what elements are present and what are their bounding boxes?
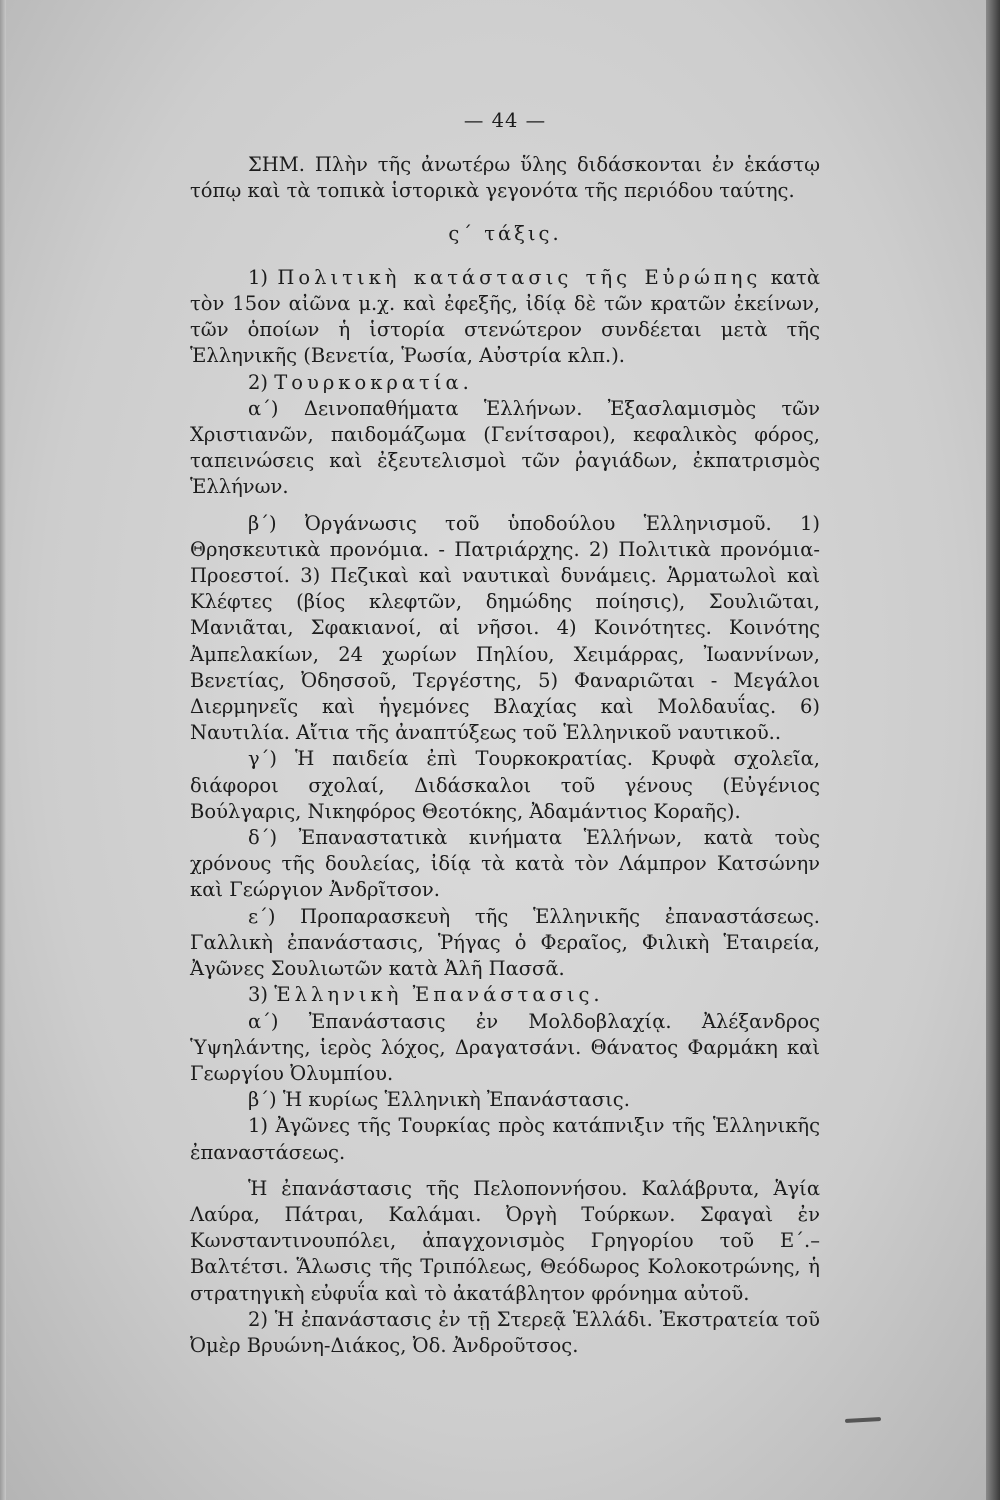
pencil-mark xyxy=(845,1417,881,1423)
section-3-label: 3) xyxy=(248,983,269,1007)
section-2e: ε´) Προπαρασκευὴ τῆς Ἑλληνικῆς ἐπαναστάσεως. Γαλλικὴ ἐπανάστασις, Ῥήγας ὁ Φεραῖος, Φιλικὴ Ἑταιρεία, Ἀγῶνες Σουλιωτῶν κατὰ Ἀλῆ Πασσᾶ. xyxy=(190,904,820,981)
section-1-title: Πολιτικὴ κατάστασις τῆς Εὐρώπης xyxy=(277,265,762,289)
section-1-label: 1) xyxy=(248,265,269,289)
section-3-title: Ἑλληνικὴ Ἐπανάστασις. xyxy=(274,983,604,1007)
section-1-text: κατὰ τὸν 15ον αἰῶνα μ.χ. καὶ ἐφεξῆς, ἰδίᾳ δὲ τῶν κρατῶν ἐκείνων, τῶν ὁποίων ἡ ἱστορία στενώτερον συνδέεται μετὰ τῆς Ἑλληνικῆς (Βενετία, Ῥωσία, Αὐστρία κλπ.). xyxy=(190,265,821,368)
section-3b: β´) Ἡ κυρίως Ἑλληνικὴ Ἐπανάστασις. xyxy=(248,1088,630,1112)
section-3b-1-text: Ἡ ἐπανάστασις τῆς Πελοποννήσου. Καλάβρυτα, Ἁγία Λαύρα, Πάτραι, Καλάμαι. Ὀργὴ Τούρκων. Σφαγαὶ ἐν Κωνσταντινουπόλει, ἀπαγχονισμὸς Γρηγορίου τοῦ Ε´.–Βαλτέτσι. Ἅλωσις τῆς Τριπόλεως, Θεόδωρος Κολοκοτρώνης, ἡ στρατηγικὴ εὐφυΐα καὶ τὸ ἀκατάβλητον φρόνημα αὐτοῦ. xyxy=(190,1176,820,1305)
section-3b-1: 1) Ἀγῶνες τῆς Τουρκίας πρὸς κατάπνιξιν τῆς Ἑλληνικῆς ἐπαναστάσεως. xyxy=(190,1114,820,1164)
page-number: — 44 — xyxy=(463,109,547,132)
section-3-heading xyxy=(190,982,820,1008)
page-left-edge xyxy=(0,0,6,1500)
section-2b: β´) Ὀργάνωσις τοῦ ὑποδούλου Ἑλληνισμοῦ. 1) Θρησκευτικὰ προνόμια. - Πατριάρχης. 2) Πολιτικὰ προνόμια-Προεστοί. 3) Πεζικαὶ καὶ ναυτικαὶ δυνάμεις. Ἁρματωλοὶ καὶ Κλέφτες (βίος κλεφτῶν, δημώδης ποίησις), Σουλιῶται, Μανιᾶται, Σφακιανοί, αἱ νῆσοι. 4) Κοινότητες. Κοινότης Ἀμπελακίων, 24 χωρίων Πηλίου, Χειμάρρας, Ἰωαννίνων, Βενετίας, Ὀδησσοῦ, Τεργέστης, 5) Φαναριῶται - Μεγάλοι Διερμηνεῖς καὶ ἡγεμόνες Βλαχίας καὶ Μολδαυΐας. 6) Ναυτιλία. Αἴτια τῆς ἀναπτύξεως τοῦ Ἑλληνικοῦ ναυτικοῦ.. xyxy=(190,511,820,745)
section-2a: α´) Δεινοπαθήματα Ἑλλήνων. Ἐξασλαμισμὸς τῶν Χριστιανῶν, παιδομάζωμα (Γενίτσαροι), κεφαλικὸς φόρος, ταπεινώσεις καὶ ἐξευτελισμοὶ τῶν ῥαγιάδων, ἐκπατρισμὸς Ἑλλήνων. xyxy=(190,396,820,499)
class-heading: ς´ τάξις. xyxy=(448,221,562,245)
section-2-label: 2) xyxy=(248,370,269,394)
section-2-heading xyxy=(190,370,820,396)
section-2c: γ´) Ἡ παιδεία ἐπὶ Τουρκοκρατίας. Κρυφὰ σχολεῖα, διάφοροι σχολαί, Διδάσκαλοι τοῦ γένους (Εὐγένιος Βούλγαρις, Νικηφόρος Θεοτόκης, Ἀδαμάντιος Κοραῆς). xyxy=(190,747,820,823)
note-paragraph: ΣΗΜ. Πλὴν τῆς ἀνωτέρω ὕλης διδάσκονται ἐν ἑκάστῳ τόπῳ καὶ τὰ τοπικὰ ἱστορικὰ γεγονότα τῆς περιόδου ταύτης. xyxy=(190,153,820,203)
page-binding-shadow xyxy=(986,0,1000,1500)
section-2-title: Τουρκοκρατία. xyxy=(274,370,473,394)
section-3a: α´) Ἐπανάστασις ἐν Μολδοβλαχίᾳ. Ἀλέξανδρος Ὑψηλάντης, ἱερὸς λόχος, Δραγατσάνι. Θάνατος Φαρμάκη καὶ Γεωργίου Ὀλυμπίου. xyxy=(190,1009,820,1085)
section-2d: δ´) Ἐπαναστατικὰ κινήματα Ἑλλήνων, κατὰ τοὺς χρόνους τῆς δουλείας, ἰδίᾳ τὰ κατὰ τὸν Λάμπρον Κατσώνην καὶ Γεώργιον Ἀνδρῖτσον. xyxy=(190,826,820,902)
page-content xyxy=(190,108,820,1359)
section-3b-2: 2) Ἡ ἐπανάστασις ἐν τῇ Στερεᾷ Ἑλλάδι. Ἐκστρατεία τοῦ Ὀμὲρ Βρυώνη-Διάκος, Ὀδ. Ἀνδροῦτσος. xyxy=(190,1307,820,1357)
section-1 xyxy=(190,265,820,370)
